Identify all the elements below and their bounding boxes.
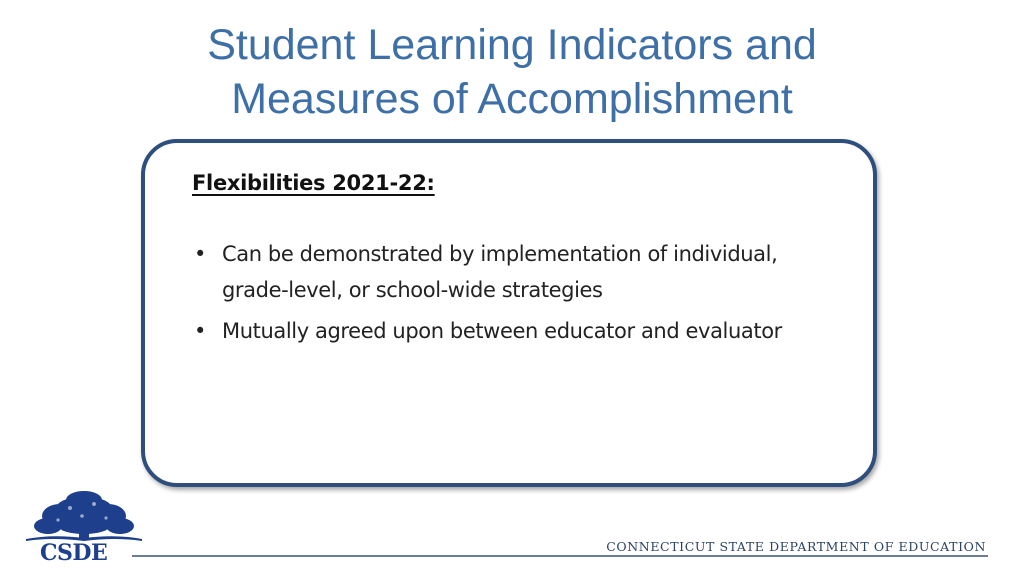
- bullet-dot-icon: •: [194, 319, 206, 343]
- bullet-dot-icon: •: [194, 242, 206, 266]
- bullet-text: Mutually agreed upon between educator and evaluator: [222, 319, 782, 343]
- slide-title-line-2: Measures of Accomplishment: [231, 75, 793, 123]
- bullet-text: Can be demonstrated by implementation of individual, grade-level, or school-wide strategies: [222, 242, 778, 302]
- content-box: [141, 139, 877, 487]
- box-heading: Flexibilities 2021-22:: [192, 171, 435, 195]
- bullet-item: [189, 313, 829, 349]
- footer-divider: [132, 555, 988, 557]
- bullet-item: [189, 236, 829, 308]
- slide-title-line-1: Student Learning Indicators and: [207, 21, 817, 69]
- department-name: CONNECTICUT STATE DEPARTMENT OF EDUCATION: [598, 539, 986, 554]
- bullet-list: [189, 236, 829, 354]
- slide-title: [0, 18, 1024, 126]
- csde-logo-text: CSDE: [40, 540, 108, 566]
